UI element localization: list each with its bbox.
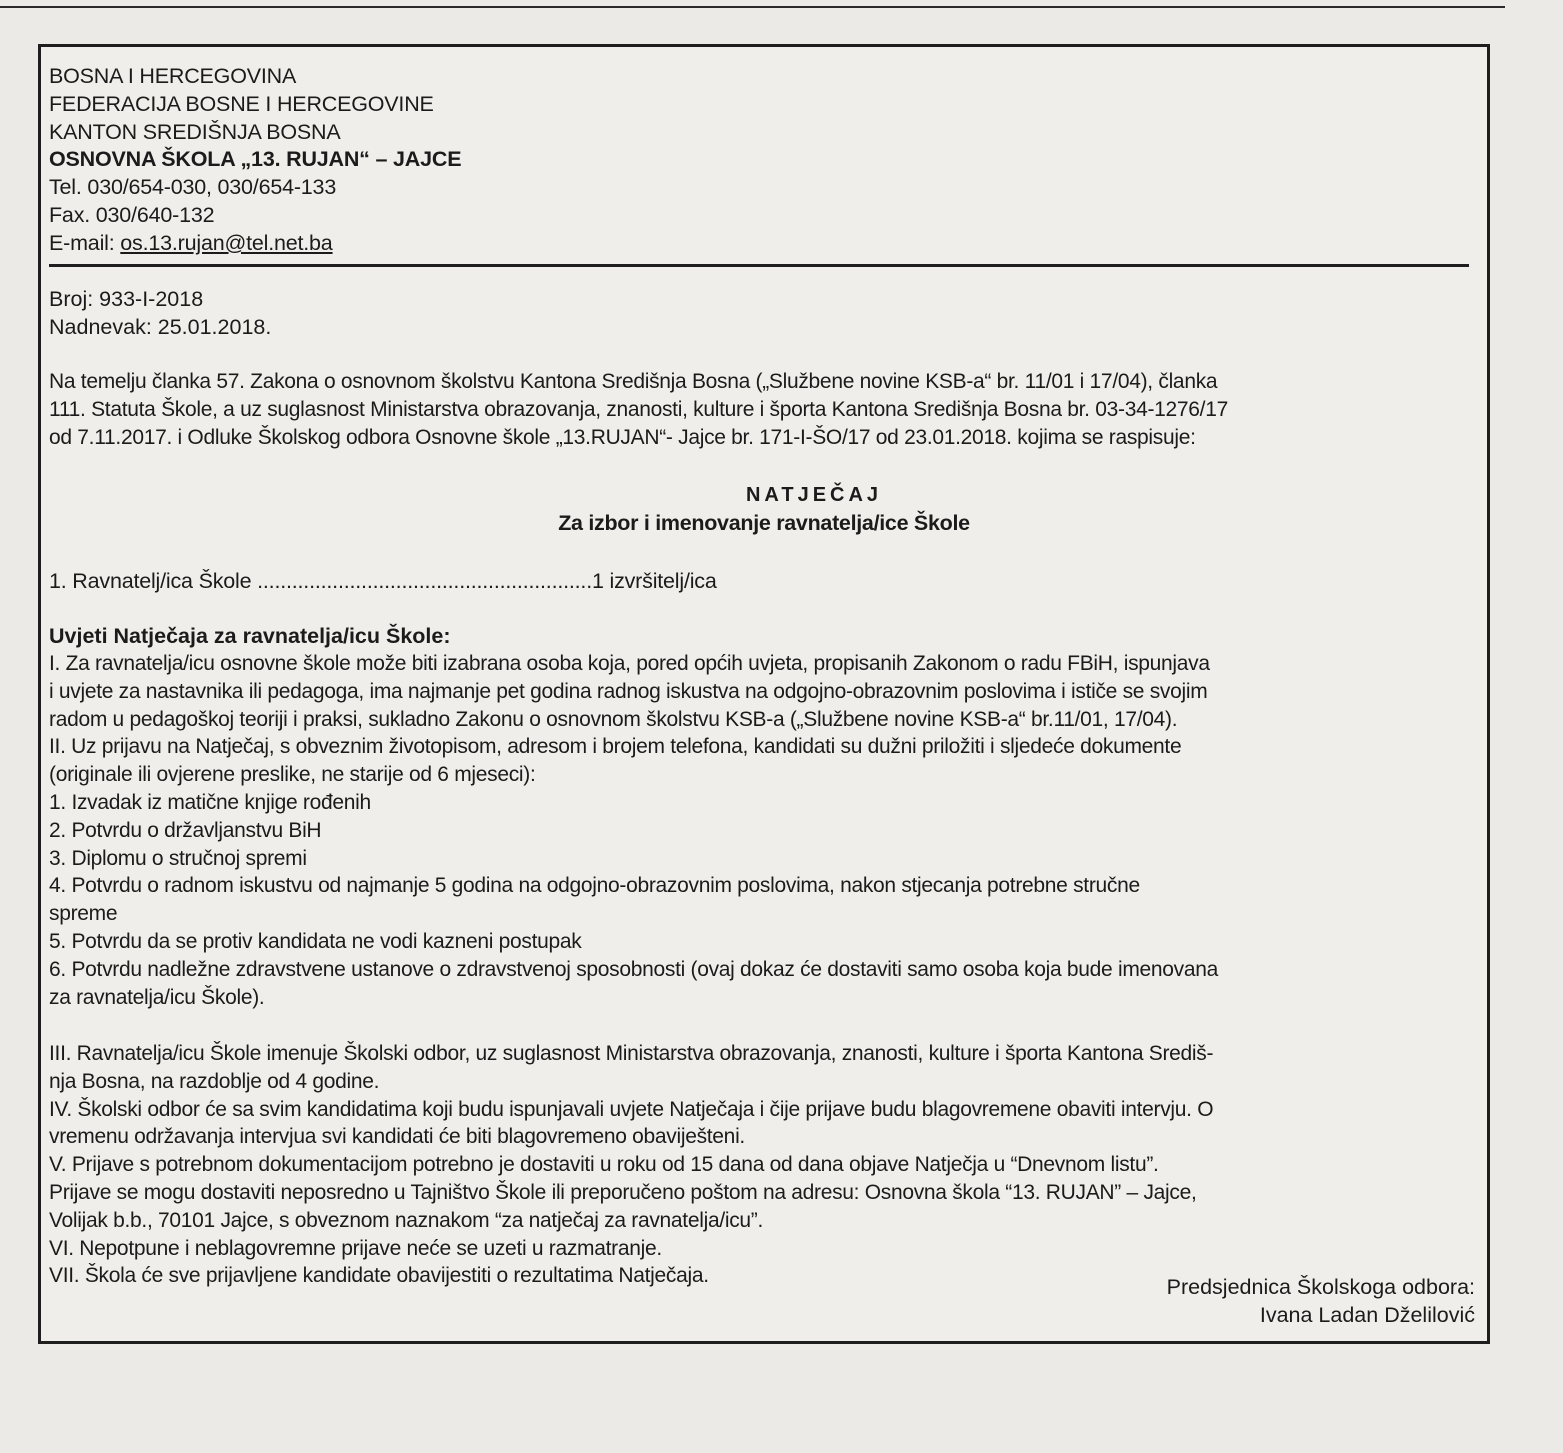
signature-name: Ivana Ladan Dželilović <box>1259 1303 1475 1327</box>
header-divider <box>49 264 1469 267</box>
header-email <box>49 230 1469 258</box>
condition-line: spreme <box>49 902 118 926</box>
header-fax: Fax. 030/640-132 <box>49 202 215 227</box>
signature-role: Predsjednica Školskoga odbora: <box>1166 1275 1475 1299</box>
notice-subtitle: Za izbor i imenovanje ravnatelja/ice Škole <box>558 511 970 535</box>
document-date: Nadnevak: 25.01.2018. <box>49 315 272 339</box>
header-tel: Tel. 030/654-030, 030/654-133 <box>49 175 337 200</box>
condition-line: 5. Potvrdu da se protiv kandidata ne vodi kazneni postupak <box>49 929 582 953</box>
closing-line: V. Prijave s potrebnom dokumentacijom potrebno je dostaviti u roku od 15 dana od dana objave Natječja u “Dnevnom listu”. <box>49 1153 1159 1177</box>
condition-line: 2. Potvrdu o državljanstvu BiH <box>49 818 322 842</box>
document-meta <box>49 285 271 341</box>
condition-line: 6. Potvrdu nadležne zdravstvene ustanove o zdravstvenoj sposobnosti (ovaj dokaz će dostaviti samo osoba koja bude imenovana <box>49 957 1218 981</box>
intro-line: 111. Statuta Škole, a uz suglasnost Ministarstva obrazovanja, znanosti, kulture i športa Kantona Središnja Bosna br. 03-34-1276/17 <box>49 397 1228 421</box>
email-label: E-mail: <box>49 230 121 255</box>
conditions-list <box>49 650 1479 1011</box>
title-block <box>41 481 1487 537</box>
condition-line: radom u pedagoškoj teoriji i praksi, sukladno Zakonu o osnovnom školstvu KSB-a („Službene novine KSB-a“ br.11/01, 17/04). <box>49 707 1178 731</box>
condition-line: 1. Izvadak iz matične knjige rođenih <box>49 790 371 814</box>
closing-line: III. Ravnatelja/icu Škole imenuje Školski odbor, uz suglasnost Ministarstva obrazovanja, znanosti, kulture i športa Kantona Središ- <box>49 1042 1214 1065</box>
condition-line: (originale ili ovjerene preslike, ne starije od 6 mjeseci): <box>49 763 536 787</box>
header-country: BOSNA I HERCEGOVINA <box>49 64 297 88</box>
document-number: Broj: 933-I-2018 <box>49 287 204 311</box>
closing-list <box>49 1040 1479 1290</box>
closing-line: Volijak b.b., 70101 Jajce, s obveznom naznakom “za natječaj za ravnatelja/icu”. <box>49 1208 764 1232</box>
closing-line: VII. Škola će sve prijavljene kandidate obavijestiti o rezultatima Natječaja. <box>49 1264 709 1288</box>
condition-line: za ravnatelja/icu Škole). <box>49 985 265 1009</box>
signature-block <box>1167 1273 1475 1329</box>
condition-line: 4. Potvrdu o radnom iskustvu od najmanje 5 godina na odgojno-obrazovnim poslovima, nakon stjecanja potrebne stručne <box>49 874 1140 898</box>
condition-line: 3. Diplomu o stručnoj spremi <box>49 846 307 870</box>
intro-line: od 7.11.2017. i Odluke Školskog odbora Osnovne škole „13.RUJAN“- Jajce br. 171-I-ŠO/17 od 23.01.2018. kojima se raspisuje: <box>49 425 1196 449</box>
condition-line: II. Uz prijavu na Natječaj, s obveznim životopisom, adresom i brojem telefona, kandidati su dužni priložiti i sljedeće dokumente <box>49 735 1182 759</box>
header-federation: FEDERACIJA BOSNE I HERCEGOVINE <box>49 91 434 116</box>
closing-line: VI. Nepotpune i neblagovremne prijave neće se uzeti u razmatranje. <box>49 1236 662 1260</box>
header-school: OSNOVNA ŠKOLA „13. RUJAN“ – JAJCE <box>49 147 462 172</box>
closing-line: IV. Školski odbor će sa svim kandidatima koji budu ispunjavali uvjete Natječaja i čije prijave budu blagovremene obaviti intervju. O <box>49 1097 1214 1121</box>
intro-line: Na temelju članka 57. Zakona o osnovnom školstvu Kantona Središnja Bosna („Službene novine KSB-a“ br. 11/01 i 17/04), članka <box>49 370 1218 393</box>
position-line: 1. Ravnatelj/ica Škole ..........................................................1 izvršitelj/ica <box>49 569 717 593</box>
top-rule <box>0 0 1505 8</box>
notice-title: NATJEČAJ <box>745 484 883 506</box>
intro-paragraph <box>49 368 1469 451</box>
condition-line: i uvjete za nastavnika ili pedagoga, ima najmanje pet godina radnog iskustva na odgojno-obrazovnim poslovima i ističe se svojim <box>49 679 1208 703</box>
header-block <box>49 63 1469 258</box>
email-link[interactable]: os.13.rujan@tel.net.ba <box>120 230 333 255</box>
closing-line: Prijave se mogu dostaviti neposredno u Tajništvo Škole ili preporučeno poštom na adresu: Osnovna škola “13. RUJAN” – Jajce, <box>49 1180 1197 1204</box>
closing-line: nja Bosna, na razdoblje od 4 godine. <box>49 1069 380 1093</box>
condition-line: I. Za ravnatelja/icu osnovne škole može biti izabrana osoba koja, pored općih uvjeta, propisanih Zakonom o radu FBiH, ispunjava <box>49 652 1210 675</box>
header-canton: KANTON SREDIŠNJA BOSNA <box>49 119 341 144</box>
notice-frame <box>38 44 1490 1344</box>
closing-line: vremenu održavanja intervjua svi kandidati će biti blagovremeno obaviješteni. <box>49 1125 745 1149</box>
conditions-heading: Uvjeti Natječaja za ravnatelja/icu Škole: <box>49 624 451 648</box>
